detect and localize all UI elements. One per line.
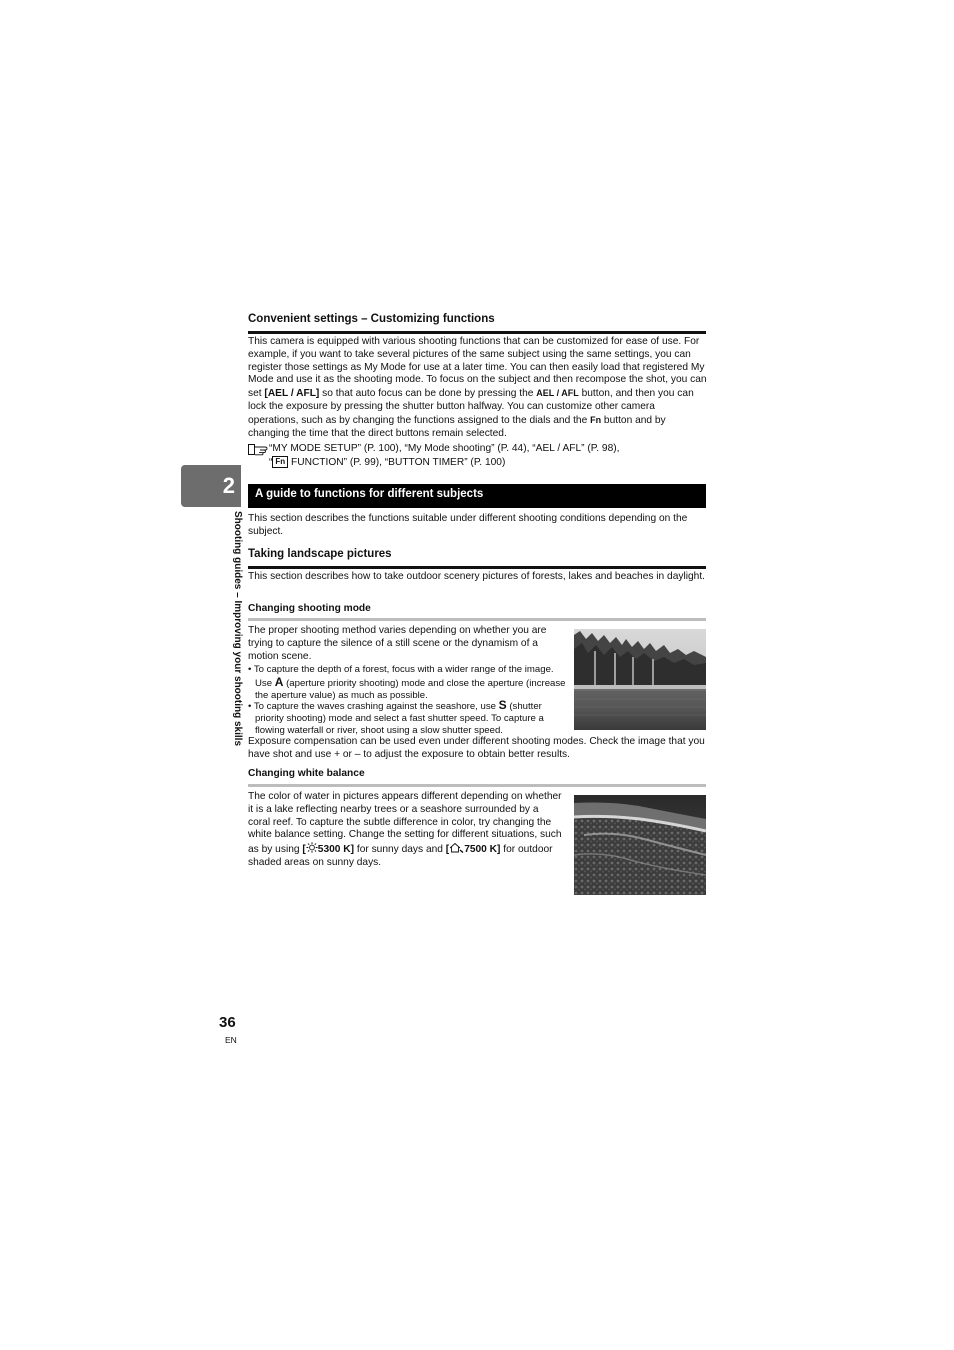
shade-house-icon [449,842,464,853]
reference-line-1: “MY MODE SETUP” (P. 100), “My Mode shooting” (P. 44), “AEL / AFL” (P. 98), [269,443,620,454]
shutter-mode-symbol: S [498,698,507,712]
page-number: 36 [219,1014,236,1031]
text-run: To capture the depth of a forest, focus with a wider range of the image. Use [253,664,554,689]
text-run: FUNCTION” (P. 99), “BUTTON TIMER” (P. 100) [288,457,506,468]
guide-section-bar [248,484,706,508]
text-run: (aperture priority shooting) mode and close the aperture (increase the aperture value) as much as possible. [255,678,566,701]
white-balance-subheading: Changing white balance [248,768,365,779]
subheading-rule [248,784,706,787]
fn-box-symbol: Fn [272,456,288,468]
wb-5300k-label: 5300 K] [317,844,355,856]
chapter-tab: 2 [181,465,241,507]
text-run: button, and then you can lock the exposure by pressing the shutter button halfway. You can customize other camera operations, such as by changing the functions assigned to the dials and the [248,388,694,426]
text-run: (shutter priority shooting) mode and select a fast shutter speed. To capture a flowing waterfall or river, shoot using a slow shutter speed. [255,701,544,736]
exposure-compensation-text: Exposure compensation can be used even under different shooting modes. Check the image that you have shot and use + or – to adjust the exposure to obtain better results. [248,736,705,760]
text-run: for outdoor shaded areas on sunny days. [248,844,553,868]
text-run: button and by changing the time that the direct buttons remain selected. [248,414,666,439]
reference-hand-icon [248,443,268,455]
text-run: so that auto focus can be done by pressing the [319,388,537,400]
chapter-side-label: Shooting guides – Improving your shooting skills [232,511,243,747]
aperture-mode-symbol: A [274,675,284,689]
customizing-paragraph [248,336,708,440]
landscape-heading: Taking landscape pictures [248,548,392,560]
white-balance-text: The color of water in pictures appears different depending on whether it is a lake reflecting nearby trees or a seashore surrounded by a coral reef. To capture the subtle difference in color, try changing the white balance setting. Change the setting for different situations, such as by using [ 5300 K] for sunny days and [ 7500 K] for outdoor shaded areas on sunny days. [248,791,562,868]
heading-rule [248,331,706,334]
landscape-intro: This section describes how to take outdoor scenery pictures of forests, lakes and beaches in daylight. [248,571,705,582]
ael-afl-button-symbol: AEL / AFL [536,388,579,399]
bullet-forest: • To capture the depth of a forest, focus with a wider range of the image. Use A (aperture priority shooting) mode and close the aperture (increase the aperture value) as much as possible. [248,664,566,701]
guide-intro: This section describes the functions suitable under different shooting conditions depending on the subject. [248,513,688,537]
language-label: EN [225,1035,237,1045]
guide-section-title: A guide to functions for different subjects [255,488,484,500]
text-run: for sunny days and [354,844,446,856]
fn-button-symbol: Fn [590,414,602,425]
forest-lake-photo [574,629,706,730]
sun-icon [306,842,318,853]
text-run: The color of water in pictures appears different depending on whether it is a lake reflecting nearby trees or a seashore surrounded by a coral reef. To capture the subtle difference in color, try changing the white balance setting. Change the setting for different situations, such as by using [248,791,562,856]
shooting-mode-text: The proper shooting method varies depending on whether you are trying to capture the silence of a still scene or the dynamism of a motion scene. [248,625,547,662]
reference-line-2 [269,456,709,470]
text-run: This camera is equipped with various shooting functions that can be customized for ease of use. For example, if you want to take several pictures of the same subject using the same settings, you can register those settings as My Mode for use at a later time. You can then easily load that registered My Mode and use it as the shooting mode. To focus on the subject and then recompose the shot, you can set [248,336,707,400]
subheading-rule [248,618,706,621]
bullet-waves: • To capture the waves crashing against the seashore, use S (shutter priority shooting) mode and select a fast shutter speed. To capture a flowing waterfall or river, shoot using a slow shutter speed. [248,698,544,736]
heading-rule [248,566,706,569]
ael-afl-setting: [AEL / AFL] [264,388,320,400]
text-run: To capture the waves crashing against the seashore, use [253,701,499,712]
seashore-photo [574,795,706,895]
text-run: “ [269,457,273,468]
section-heading-customizing: Convenient settings – Customizing functions [248,313,495,325]
shooting-mode-subheading: Changing shooting mode [248,603,371,614]
wb-7500k-label: 7500 K] [464,844,501,856]
